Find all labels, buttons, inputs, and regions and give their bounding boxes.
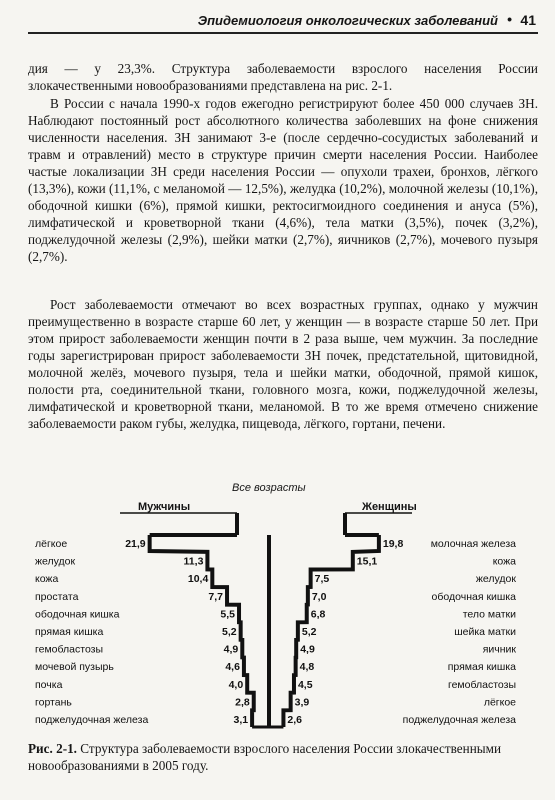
men-value-label: 4,9 <box>223 643 239 656</box>
men-value-label: 3,1 <box>233 714 249 726</box>
women-heading: Женщины <box>362 501 417 513</box>
women-category-label: ободочная кишка <box>431 590 516 603</box>
men-heading: Мужчины <box>138 501 191 513</box>
women-value-label: 2,6 <box>287 714 303 726</box>
caption-label: Рис. 2-1. <box>28 741 77 756</box>
women-category-label: кожа <box>492 555 516 568</box>
women-category-label: лёгкое <box>483 696 516 709</box>
women-category-label: желудок <box>475 573 516 586</box>
women-value-label: 4,8 <box>299 661 315 674</box>
women-category-label: молочная железа <box>430 538 516 550</box>
men-category-label: простата <box>35 590 79 603</box>
women-value-label: 7,5 <box>314 573 330 586</box>
caption-text: Структура заболеваемости взрослого населения России злокачественными новообразованиями в 2005 году. <box>28 741 502 773</box>
paragraph-2: В России с начала 1990-х годов ежегодно регистрируют более 450 000 случаев ЗН. Наблюдают постоянный рост абсолютного количества заболевших на фоне снижения численности населения. ЗН занимают 3-е (после сердечно-сосудистых заболеваний и травм и отравлений) место в структуре причин смерти населения России. Наиболее частые локализации ЗН среди населения России — опухоли трахеи, бронхов, лёгкого (13,3%), кожи (11,1%, с меланомой — 12,5%), желудка (10,2%), молочной железы (10,1%), ободочной кишки (6%), прямой кишки, ректосигмоидного соединения и ануса (5%), лимфатической и кроветворной ткани (4,6%), тела матки (3,5%), почек (3,2%), поджелудочной железы (2,9%), шейки матки (2,7%), яичников (2,7%), мочевого пузыря (2,7%). <box>28 96 538 264</box>
paragraph-1: дия — у 23,3%. Структура заболеваемости взрослого населения России злокачественными новообразованиями представлена на рис. 2-1. <box>28 61 538 93</box>
men-value-label: 5,2 <box>222 626 237 638</box>
women-category-label: тело матки <box>462 608 516 621</box>
women-value-label: 5,2 <box>301 626 317 638</box>
women-category-label: гемобластозы <box>447 678 516 691</box>
men-category-label: почка <box>35 678 63 691</box>
men-category-label: гортань <box>35 696 72 709</box>
women-category-label: поджелудочная железа <box>402 714 516 726</box>
men-category-label: поджелудочная железа <box>35 714 149 726</box>
women-value-label: 4,5 <box>297 678 313 691</box>
figure-caption <box>28 740 538 774</box>
women-category-label: прямая кишка <box>447 661 516 674</box>
men-value-label: 2,8 <box>235 696 250 709</box>
women-category-label: яичник <box>482 643 516 656</box>
men-category-label: мочевой пузырь <box>35 661 114 674</box>
women-value-label: 19,8 <box>382 538 404 550</box>
men-category-label: ободочная кишка <box>35 608 120 621</box>
paragraph-3: Рост заболеваемости отмечают во всех возрастных группах, однако у мужчин преимущественно в возрасте старше 60 лет, у женщин — в возрасте старше 50 лет. При этом прирост заболеваемости женщин почти в 2 раза выше, чем мужчин. За последние годы зарегистрирован прирост заболеваемости ЗН почек, предстательной, щитовидной, молочной желёз, мочевого пузыря, тела и шейки матки, ободочной, прямой кишок, полости рта, соединительной ткани, головного мозга, кожи, поджелудочной железы, лимфатической и кроветворной ткани, меланомой. В то же время отмечено снижение заболеваемости раком губы, желудка, пищевода, лёгкого, гортани, печени. <box>28 297 538 431</box>
men-value-label: 21,9 <box>125 538 146 550</box>
page-number: 41 <box>520 12 536 28</box>
women-value-label: 4,9 <box>300 643 315 656</box>
women-value-label: 3,9 <box>294 696 310 709</box>
women-value-label: 6,8 <box>310 608 326 621</box>
men-category-label: кожа <box>35 573 59 586</box>
women-value-label: 7,0 <box>311 590 327 603</box>
women-value-label: 15,1 <box>356 555 378 568</box>
men-value-label: 7,7 <box>208 590 224 603</box>
header-bullet: • <box>507 11 512 27</box>
men-value-label: 4,6 <box>225 661 240 674</box>
men-value-label: 4,0 <box>228 678 244 691</box>
incidence-structure-chart <box>0 490 555 730</box>
header-title: Эпидемиология онкологических заболеваний <box>197 13 498 28</box>
men-value-label: 5,5 <box>220 608 236 621</box>
running-header <box>28 6 538 34</box>
men-category-label: желудок <box>35 555 76 568</box>
women-category-label: шейка матки <box>454 626 516 638</box>
men-category-label: гемобластозы <box>35 643 104 656</box>
men-value-label: 11,3 <box>183 555 204 568</box>
figure-title: Все возрасты <box>232 482 306 494</box>
men-category-label: прямая кишка <box>35 626 104 638</box>
men-value-label: 10,4 <box>187 573 209 586</box>
men-category-label: лёгкое <box>35 538 68 550</box>
